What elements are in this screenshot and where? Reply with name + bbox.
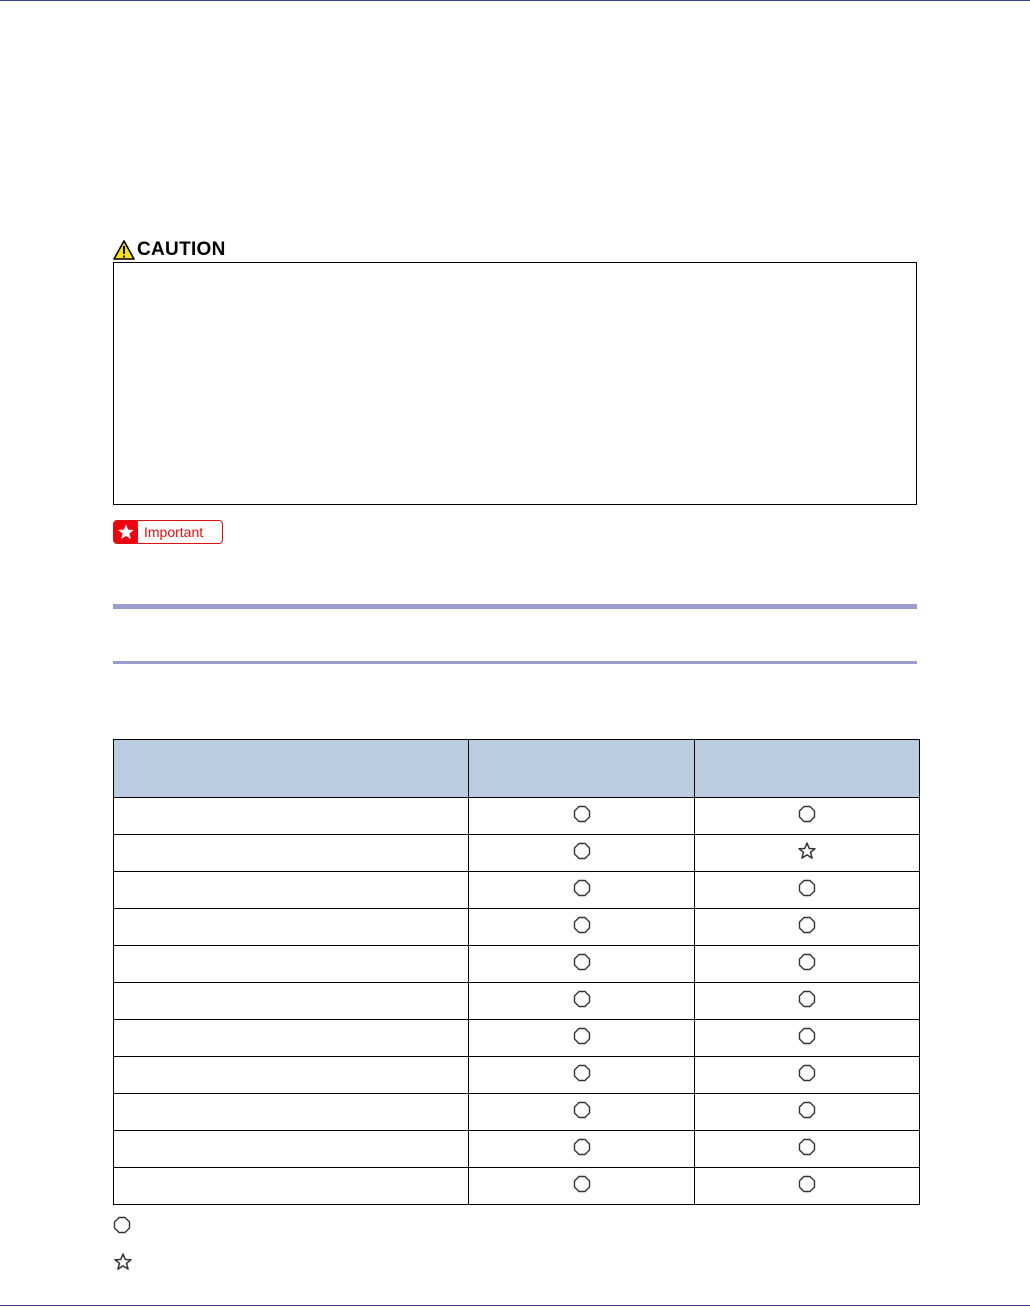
table-cell — [695, 1094, 920, 1131]
table-cell — [695, 835, 920, 872]
row-label-cell — [114, 983, 469, 1020]
table-cell — [469, 983, 695, 1020]
table-cell — [469, 798, 695, 835]
table-body — [114, 798, 920, 1205]
table-header-cell — [469, 740, 695, 798]
table-cell — [469, 1020, 695, 1057]
row-label-cell — [114, 1094, 469, 1131]
table-cell — [695, 1131, 920, 1168]
row-label-cell — [114, 1168, 469, 1205]
circle-icon — [113, 1216, 131, 1239]
circle-icon — [798, 1064, 816, 1087]
table-header-row — [114, 740, 920, 798]
table-cell — [695, 909, 920, 946]
section-rule-top — [113, 604, 917, 609]
table-cell — [469, 835, 695, 872]
table-cell — [695, 872, 920, 909]
circle-icon — [798, 1101, 816, 1124]
star-icon — [113, 1252, 133, 1277]
circle-icon — [798, 1175, 816, 1198]
star-icon — [797, 841, 817, 866]
circle-icon — [573, 916, 591, 939]
circle-icon — [573, 1175, 591, 1198]
table-cell — [469, 1057, 695, 1094]
legend-item — [113, 1254, 133, 1274]
warning-triangle-icon — [113, 240, 135, 260]
table-row — [114, 1168, 920, 1205]
table-row — [114, 909, 920, 946]
caution-label: CAUTION — [137, 239, 226, 260]
table-header-cell — [114, 740, 469, 798]
row-label-cell — [114, 798, 469, 835]
table-cell — [469, 909, 695, 946]
circle-icon — [573, 953, 591, 976]
star-icon — [114, 521, 138, 543]
row-label-cell — [114, 872, 469, 909]
table-row — [114, 983, 920, 1020]
row-label-cell — [114, 835, 469, 872]
table-cell — [695, 1020, 920, 1057]
table-row — [114, 1057, 920, 1094]
table-row — [114, 798, 920, 835]
table-cell — [469, 946, 695, 983]
important-badge — [113, 520, 223, 544]
row-label-cell — [114, 1057, 469, 1094]
caution-box — [113, 262, 917, 505]
circle-icon — [573, 842, 591, 865]
table-cell — [469, 872, 695, 909]
caution-heading — [113, 239, 226, 261]
table-cell — [469, 1094, 695, 1131]
section-rule-bottom — [113, 661, 917, 664]
circle-icon — [573, 1138, 591, 1161]
table-row — [114, 1131, 920, 1168]
circle-icon — [798, 916, 816, 939]
circle-icon — [573, 1027, 591, 1050]
table-cell — [695, 1168, 920, 1205]
circle-icon — [573, 805, 591, 828]
circle-icon — [798, 1027, 816, 1050]
table-cell — [695, 946, 920, 983]
circle-icon — [573, 879, 591, 902]
table-row — [114, 835, 920, 872]
circle-icon — [798, 805, 816, 828]
circle-icon — [573, 990, 591, 1013]
important-label: Important — [144, 524, 204, 540]
table-cell — [469, 1131, 695, 1168]
circle-icon — [798, 879, 816, 902]
circle-icon — [573, 1064, 591, 1087]
row-label-cell — [114, 1020, 469, 1057]
top-rule — [0, 0, 1030, 1]
table-cell — [695, 798, 920, 835]
table-cell — [469, 1168, 695, 1205]
circle-icon — [798, 953, 816, 976]
row-label-cell — [114, 1131, 469, 1168]
circle-icon — [798, 990, 816, 1013]
table-row — [114, 946, 920, 983]
row-label-cell — [114, 946, 469, 983]
table-header-cell — [695, 740, 920, 798]
table-row — [114, 1020, 920, 1057]
circle-icon — [573, 1101, 591, 1124]
feature-table — [113, 739, 920, 1205]
table-row — [114, 1094, 920, 1131]
bottom-rule — [0, 1305, 1030, 1306]
circle-icon — [798, 1138, 816, 1161]
table-row — [114, 872, 920, 909]
table-cell — [695, 1057, 920, 1094]
row-label-cell — [114, 909, 469, 946]
legend-item — [113, 1217, 133, 1237]
table-cell — [695, 983, 920, 1020]
